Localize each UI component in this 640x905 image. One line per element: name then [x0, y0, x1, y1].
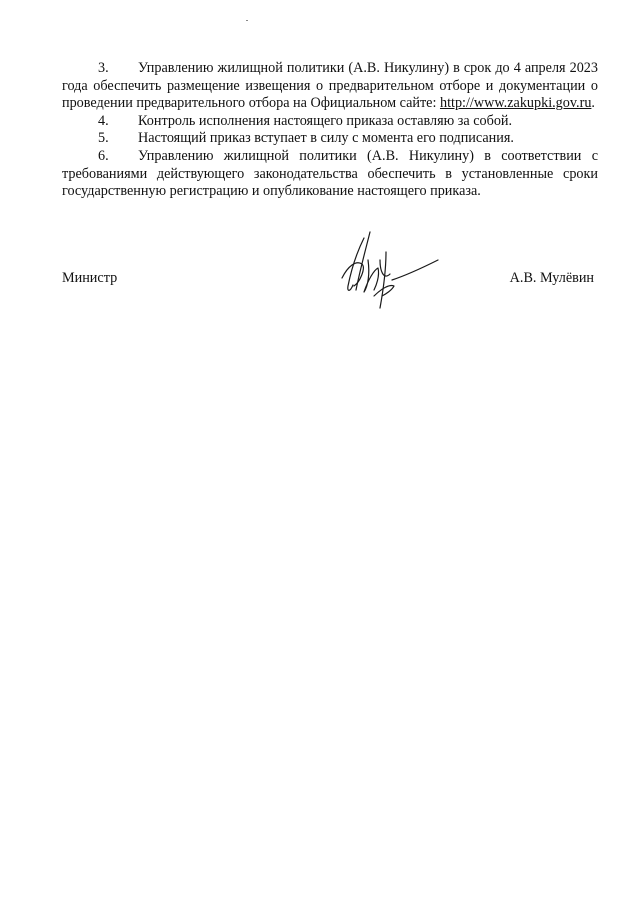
- order-body: [62, 60, 598, 201]
- order-item-3: [62, 60, 598, 113]
- handwritten-signature: [334, 230, 444, 312]
- item-text: Настоящий приказ вступает в силу с момента его подписания.: [138, 130, 514, 147]
- item-number: 6.: [98, 147, 109, 164]
- item-text: Управлению жилищной политики (А.В. Никулину) в срок до 4 апреля 2023 года обеспечить размещение извещения о предварительном отборе и документации о проведении предварительного отбора на Официальном сайте:: [62, 60, 598, 112]
- item-text: Управлению жилищной политики (А.В. Никулину) в соответствии с требованиями действующего законодательства обеспечить в установленные сроки государственную регистрацию и опубликование настоящего приказа.: [62, 147, 598, 200]
- order-item-6: [62, 148, 598, 201]
- item-number: 3.: [98, 60, 109, 76]
- order-item-5: [62, 130, 598, 148]
- item-number: 4.: [98, 112, 109, 129]
- item-text-end: .: [591, 95, 595, 112]
- signer-position: Министр: [62, 270, 118, 286]
- scan-speck: [246, 20, 248, 21]
- order-item-4: [62, 113, 598, 131]
- signature-block: [62, 268, 598, 308]
- signer-name: А.В. Мулёвин: [509, 270, 594, 286]
- zakupki-link[interactable]: http://www.zakupki.gov.ru: [439, 95, 592, 112]
- item-text: Контроль исполнения настоящего приказа оставляю за собой.: [138, 112, 513, 129]
- item-number: 5.: [98, 130, 109, 147]
